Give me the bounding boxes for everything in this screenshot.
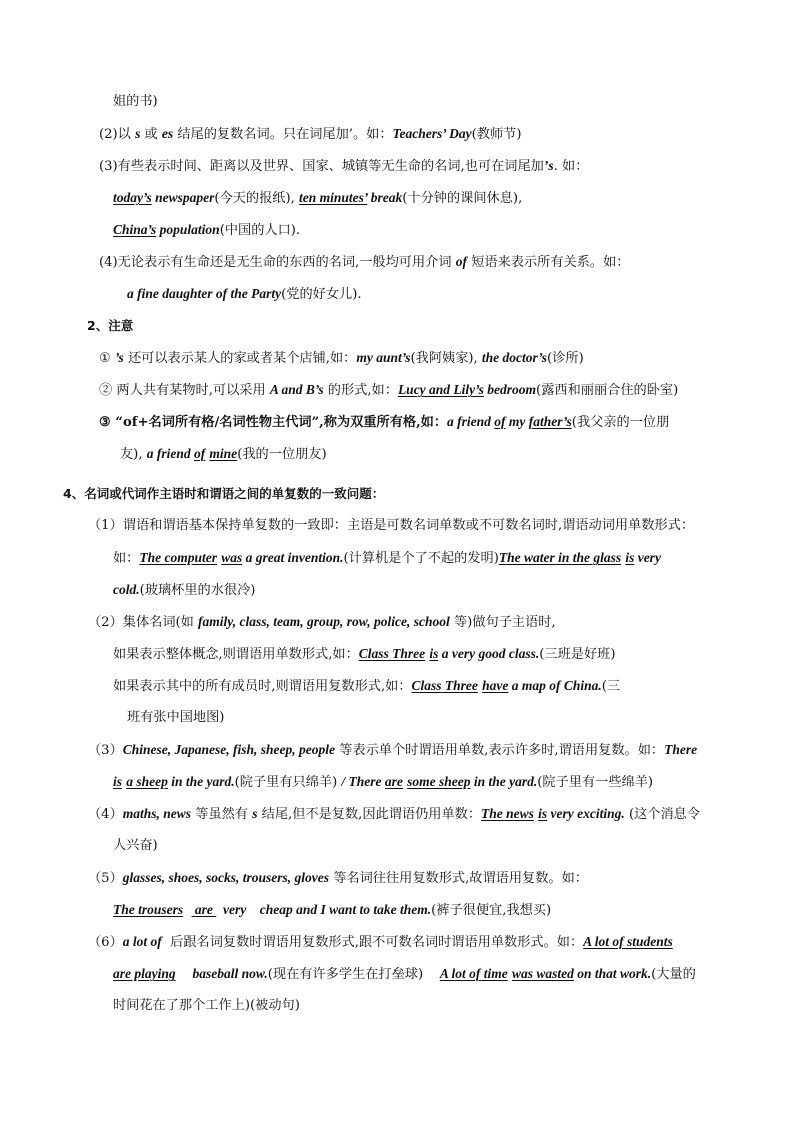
chinese-text: ① — [99, 351, 116, 366]
chinese-text: 结尾,但不是复数,因此谓语仍用单数： — [257, 807, 482, 822]
chinese-text: (现在有许多学生在打垒球) — [267, 967, 440, 982]
chinese-text — [183, 903, 191, 918]
english-text: was wasted — [511, 966, 574, 981]
text-line — [99, 125, 522, 143]
chinese-text: (大量的 — [651, 967, 696, 982]
chinese-text: (露西和丽丽合住的卧室) — [536, 383, 679, 398]
chinese-text: (今天的报纸), — [214, 191, 300, 206]
english-text: some sheep — [407, 774, 471, 789]
chinese-text: ② 两人共有某物时,可以采用 — [99, 383, 270, 398]
english-text: have — [482, 678, 509, 693]
chinese-text: 或 — [140, 127, 162, 142]
text-line — [113, 221, 300, 239]
english-text: a lot of — [122, 934, 162, 949]
english-text: Teachers’ Day — [392, 126, 472, 141]
chinese-text: （2）集体名词(如 — [88, 615, 199, 630]
chinese-text: （3） — [88, 743, 123, 758]
english-text: Lucy and Lily’s — [397, 382, 484, 397]
chinese-text: 等表示单个时谓语用单数,表示许多时,谓语用复数。如： — [335, 743, 665, 758]
chinese-text: (裤子很便宜,我想买) — [431, 903, 552, 918]
section-heading: 2、注意 — [87, 318, 134, 333]
english-text: a map of China. — [508, 678, 602, 693]
text-line — [88, 869, 588, 887]
english-text: s — [135, 126, 141, 141]
english-text: ten minutes’ — [299, 190, 368, 205]
english-text: es — [161, 126, 174, 141]
chinese-text: (三 — [601, 679, 621, 694]
english-text: a great invention. — [242, 550, 344, 565]
chinese-text: (2)以 — [99, 127, 136, 142]
english-text: The water in the glass — [498, 550, 622, 565]
text-line — [63, 485, 384, 503]
text-line — [99, 157, 588, 175]
chinese-text: (我的一位朋友) — [237, 447, 327, 462]
chinese-text: 等虽然有 — [191, 807, 253, 822]
chinese-text: 还可以表示某人的家或者某个店铺,如： — [123, 351, 357, 366]
text-line — [88, 613, 556, 631]
chinese-text: . 如： — [553, 159, 589, 174]
english-text: in the yard. — [167, 774, 235, 789]
english-text: are — [191, 902, 217, 917]
text-line — [113, 549, 661, 567]
english-text: is — [625, 550, 635, 565]
chinese-text: 友), — [120, 447, 147, 462]
english-text: is — [113, 774, 123, 789]
text-line — [87, 317, 133, 335]
text-line — [99, 349, 584, 367]
english-text: newspaper — [151, 190, 215, 205]
text-line — [113, 837, 158, 855]
english-text: a friend — [146, 446, 194, 461]
chinese-text: 等名词往往用复数形式,故谓语用复数。如： — [329, 871, 588, 886]
english-text: a fine daughter of the Party — [127, 286, 282, 301]
chinese-text: 如果表示其中的所有成员时,则谓语用复数形式,如： — [113, 679, 412, 694]
chinese-text: (3)有些表示时间、距离以及世界、国家、城镇等无生命的名词,也可在词尾加 — [99, 159, 544, 174]
english-text: China’s — [113, 222, 157, 237]
english-text: are playing — [113, 966, 176, 981]
english-text: bedroom — [483, 382, 537, 397]
english-text: Class Three — [358, 646, 426, 661]
english-text: very — [634, 550, 661, 565]
english-text: my aunt’s — [356, 350, 411, 365]
english-text: baseball now. — [175, 966, 268, 981]
english-text: population — [156, 222, 220, 237]
english-text: very cheap and I want to take them. — [216, 902, 432, 917]
english-text: s — [252, 806, 258, 821]
english-text: very exciting. — [547, 806, 625, 821]
chinese-text: (十分钟的课间休息), — [402, 191, 523, 206]
english-text: of — [455, 254, 467, 269]
text-line — [113, 677, 620, 695]
english-text: The news — [481, 806, 534, 821]
english-text: A lot of time — [439, 966, 508, 981]
text-line — [99, 413, 669, 431]
english-text: a sheep — [126, 774, 168, 789]
chinese-text: （1）谓语和谓语基本保持单复数的一致即：主语是可数名词单数或不可数名词时,谓语动词用单数形式： — [88, 518, 695, 533]
text-line — [113, 901, 551, 919]
english-text: The trousers — [113, 902, 184, 917]
english-text: cold. — [113, 582, 140, 597]
chinese-text: (诊所) — [547, 351, 584, 366]
chinese-text: (玻璃杯里的水很冷) — [139, 583, 256, 598]
english-text: glasses, shoes, socks, trousers, gloves — [122, 870, 330, 885]
text-line — [99, 253, 629, 271]
english-text: family, class, team, group, row, police, school — [198, 614, 450, 629]
text-line — [113, 93, 158, 111]
chinese-text: (教师节) — [471, 127, 522, 142]
chinese-text: （4） — [88, 807, 123, 822]
english-text: maths, news — [122, 806, 192, 821]
english-text: A lot of students — [583, 934, 673, 949]
text-line — [113, 773, 653, 791]
text-line — [127, 709, 224, 727]
text-line — [88, 933, 673, 951]
text-line — [113, 581, 255, 599]
chinese-text: 等)做句子主语时, — [449, 615, 556, 630]
english-text: ’s — [543, 158, 554, 173]
english-text: on that work. — [573, 966, 652, 981]
english-text: Class Three — [411, 678, 478, 693]
english-text: father’s — [528, 414, 572, 429]
chinese-text: (这个消息令 — [624, 807, 701, 822]
chinese-text: (三班是好班) — [539, 647, 616, 662]
chinese-text: 人兴奋) — [113, 838, 158, 853]
chinese-text: (院子里有只绵羊) — [234, 775, 342, 790]
english-text: was — [221, 550, 243, 565]
english-text: There — [664, 742, 698, 757]
chinese-text: ③ “of+名词所有格/名词性物主代词”,称为双重所有格,如： — [99, 415, 448, 430]
text-line — [88, 741, 697, 759]
text-line — [120, 445, 327, 463]
chinese-text: (我父亲的一位朋 — [571, 415, 670, 430]
chinese-text: (4)无论表示有生命还是无生命的东西的名词,一般均可用介词 — [99, 255, 456, 270]
chinese-text: 如： — [113, 551, 140, 566]
text-line — [113, 997, 300, 1015]
english-text: ’s — [115, 350, 124, 365]
text-line — [88, 517, 694, 535]
english-text: today’s — [113, 190, 152, 205]
text-line — [113, 965, 696, 983]
chinese-text: (党的好女儿). — [281, 287, 362, 302]
chinese-text: 班有张中国地图) — [127, 710, 225, 725]
english-text: the doctor’s — [481, 350, 548, 365]
english-text: is — [429, 646, 439, 661]
text-line — [88, 805, 700, 823]
chinese-text: (计算机是个了不起的发明) — [343, 551, 499, 566]
chinese-text: (中国的人口). — [219, 223, 301, 238]
chinese-text: 如果表示整体概念,则谓语用单数形式,如： — [113, 647, 359, 662]
english-text: my — [505, 414, 529, 429]
english-text: in the yard. — [470, 774, 538, 789]
text-line — [127, 285, 362, 303]
section-heading: 4、名词或代词作主语时和谓语之间的单复数的一致问题： — [63, 486, 385, 501]
english-text: The computer — [139, 550, 217, 565]
english-text: of — [494, 414, 506, 429]
english-text: a very good class. — [438, 646, 540, 661]
chinese-text: 后跟名词复数时谓语用复数形式,跟不可数名词时谓语用单数形式。如： — [161, 935, 584, 950]
english-text: is — [538, 806, 548, 821]
english-text: / There — [341, 774, 385, 789]
text-line — [99, 381, 678, 399]
english-text: A and B’s — [269, 382, 324, 397]
chinese-text: 短语来表示所有关系。如： — [467, 255, 630, 270]
chinese-text: （6） — [88, 935, 123, 950]
english-text: are — [384, 774, 403, 789]
english-text: of — [193, 446, 206, 461]
chinese-text: 结尾的复数名词。只在词尾加’。如： — [173, 127, 393, 142]
english-text: a friend — [447, 414, 495, 429]
chinese-text: 的形式,如： — [323, 383, 398, 398]
english-text: break — [367, 190, 403, 205]
text-line — [113, 645, 615, 663]
chinese-text: 姐的书) — [113, 94, 158, 109]
english-text: mine — [209, 446, 238, 461]
chinese-text: (我阿姨家), — [410, 351, 482, 366]
chinese-text: (院子里有一些绵羊) — [537, 775, 654, 790]
chinese-text: 时间花在了那个工作上)(被动句) — [113, 998, 300, 1013]
english-text: Chinese, Japanese, fish, sheep, people — [122, 742, 336, 757]
chinese-text: （5） — [88, 871, 123, 886]
text-line — [113, 189, 522, 207]
